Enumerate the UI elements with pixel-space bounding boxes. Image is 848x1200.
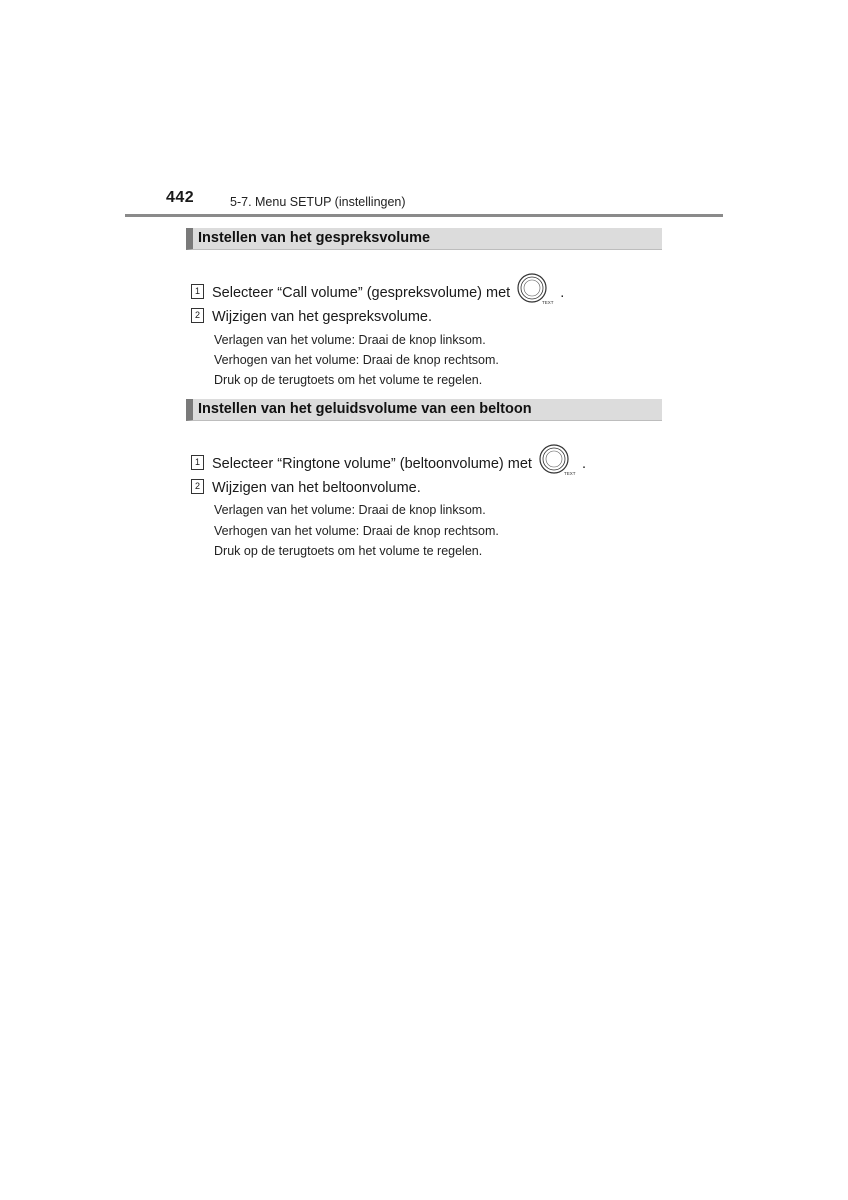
step-detail: Druk op de terugtoets om het volume te regelen. <box>214 373 483 387</box>
step-number: 2 <box>191 479 204 494</box>
step-item <box>191 309 432 325</box>
knob-icon <box>538 444 582 478</box>
step-text: Wijzigen van het gespreksvolume. <box>212 309 433 325</box>
step-detail: Verlagen van het volume: Draai de knop linksom. <box>214 333 486 347</box>
step-suffix: . <box>560 284 565 301</box>
section-heading-label: Instellen van het geluidsvolume van een beltoon <box>198 401 532 417</box>
page-number: 442 <box>166 189 195 206</box>
step-text: Selecteer “Call volume” (gespreksvolume) met <box>212 284 511 301</box>
knob-label: TEXT <box>542 300 554 305</box>
step-item <box>191 276 564 310</box>
section-path: 5-7. Menu SETUP (instellingen) <box>230 195 406 209</box>
section-heading-label: Instellen van het gespreksvolume <box>198 230 431 246</box>
step-number: 1 <box>191 284 204 299</box>
step-detail: Druk op de terugtoets om het volume te regelen. <box>214 544 483 558</box>
step-number: 1 <box>191 455 204 470</box>
knob-label: TEXT <box>564 471 576 476</box>
step-number: 2 <box>191 308 204 323</box>
section-heading <box>186 399 662 421</box>
step-text: Selecteer “Ringtone volume” (beltoonvolume) met <box>212 455 532 472</box>
header-rule <box>125 214 723 217</box>
knob-icon <box>516 273 560 307</box>
section-heading <box>186 228 662 250</box>
step-detail: Verlagen van het volume: Draai de knop linksom. <box>214 503 486 517</box>
step-detail: Verhogen van het volume: Draai de knop rechtsom. <box>214 353 499 367</box>
step-text: Wijzigen van het beltoonvolume. <box>212 480 421 496</box>
step-item <box>191 447 586 481</box>
step-suffix: . <box>582 455 587 472</box>
step-detail: Verhogen van het volume: Draai de knop rechtsom. <box>214 524 499 538</box>
step-item <box>191 480 421 496</box>
